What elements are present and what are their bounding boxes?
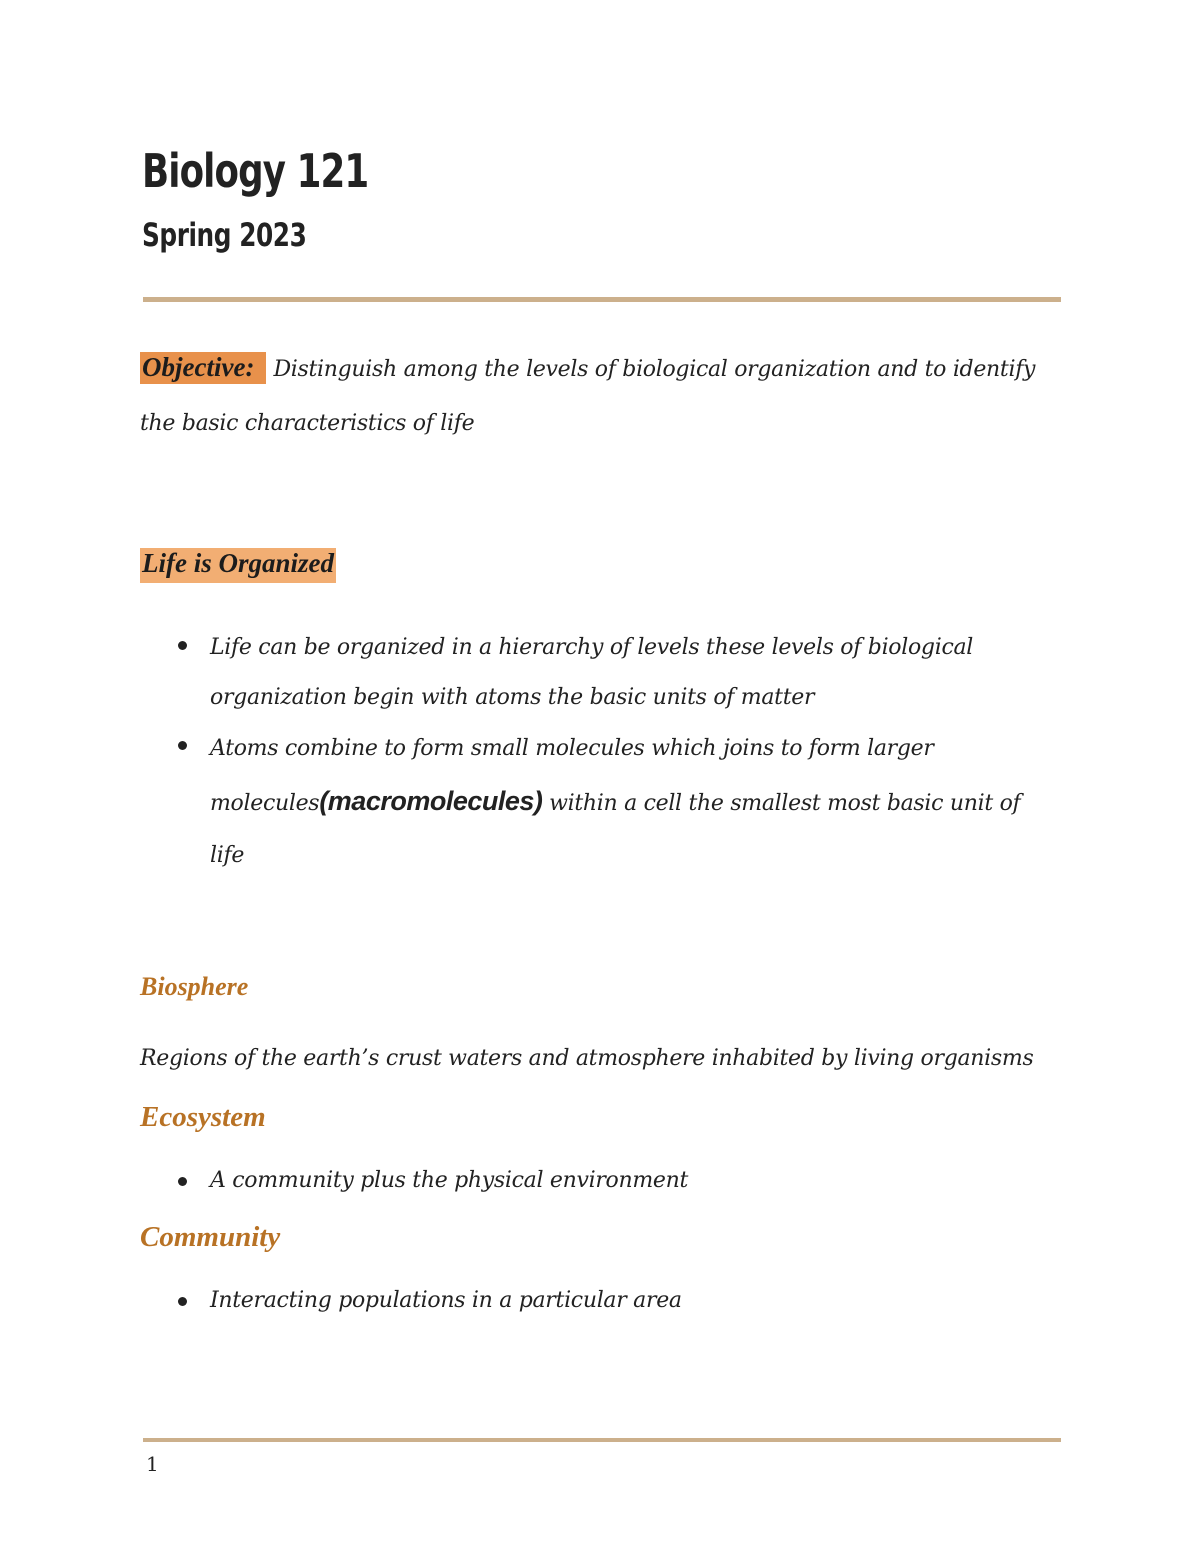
objective-text: Distinguish among the levels of biological organization and to identify the basic characteristics of life	[140, 357, 1036, 436]
list-item-text: Interacting populations in a particular area	[210, 1288, 682, 1313]
list-item	[178, 1286, 682, 1316]
footer-divider	[143, 1438, 1061, 1442]
list-item-text-tail: within a cell the smallest most basic unit of life	[210, 791, 1021, 868]
section-heading-life-is-organized: Life is Organized	[140, 548, 336, 583]
biosphere-text: Regions of the earth’s crust waters and atmosphere inhabited by living organisms	[140, 1046, 1034, 1071]
section-heading-biosphere: Biosphere	[140, 972, 249, 1001]
list-item	[178, 723, 1048, 882]
community-list	[178, 1286, 682, 1316]
list-item-text: Life can be organized in a hierarchy of levels these levels of biological organization begin with atoms the basic units of matter	[210, 635, 974, 710]
page-subtitle: Spring 2023	[142, 216, 307, 254]
list-item-text: A community plus the physical environment	[210, 1168, 689, 1193]
objective-paragraph	[140, 340, 1070, 451]
list-item	[178, 623, 1048, 723]
bullet-icon	[178, 1297, 187, 1306]
list-item	[178, 1166, 688, 1196]
bullet-icon	[178, 641, 187, 650]
objective-label: Objective:	[140, 352, 266, 384]
life-organized-list	[178, 623, 1048, 882]
macromolecules-emphasis: (macromolecules)	[319, 786, 543, 816]
ecosystem-list	[178, 1166, 688, 1196]
bullet-icon	[178, 741, 187, 750]
page-title: Biology 121	[142, 144, 369, 198]
section-heading-ecosystem: Ecosystem	[140, 1101, 266, 1133]
list-item-text: Atoms combine to form small molecules which joins to form larger molecules	[210, 736, 934, 816]
bullet-icon	[178, 1177, 187, 1186]
section-heading-community: Community	[140, 1221, 281, 1253]
header-divider	[143, 297, 1061, 302]
page-number: 1	[146, 1452, 159, 1476]
